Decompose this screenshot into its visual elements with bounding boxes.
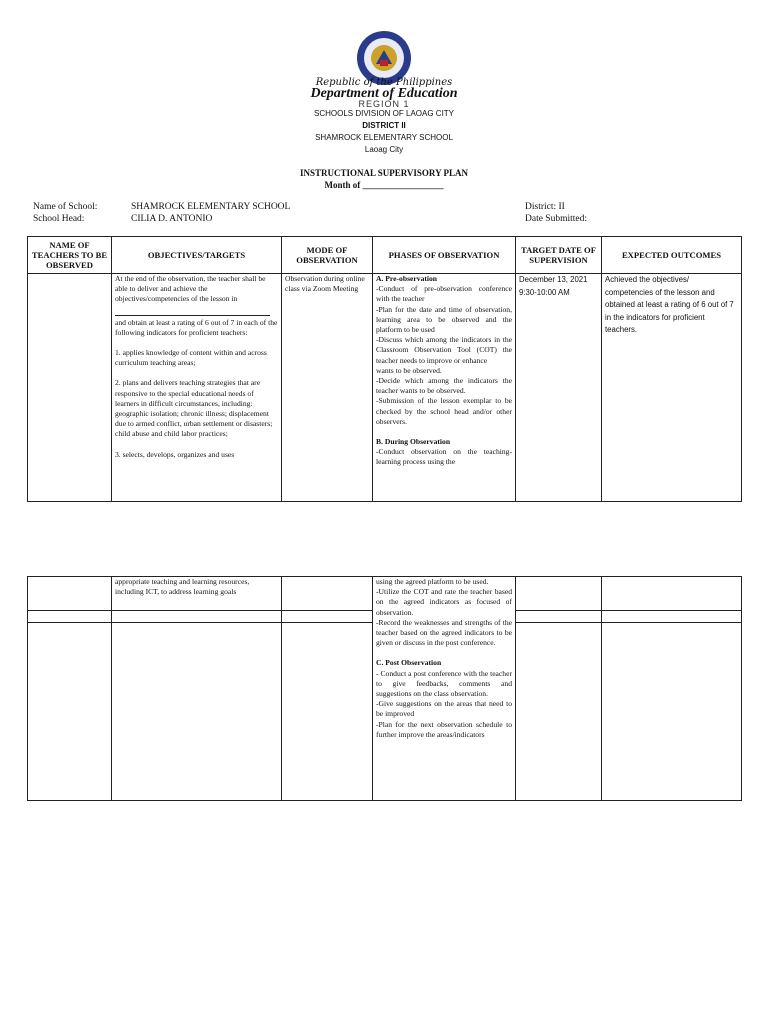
supervisory-plan-table-continued	[27, 576, 742, 801]
month-line: Month of __________________	[324, 180, 444, 190]
region-line: REGION 1	[358, 99, 410, 109]
phase-a-1: -Conduct of pre-observation conference with the teacher	[376, 284, 512, 304]
phases-cell	[373, 274, 516, 502]
objectives-intro: At the end of the observation, the teacher shall be able to deliver and achieve the objectives/competencies of the lesson in	[115, 274, 266, 304]
header-teachers: NAME OF TEACHERS TO BE OBSERVED	[28, 237, 112, 274]
phase-a-4: -Decide which among the indicators the teacher wants to be observed.	[376, 376, 512, 396]
phase-a-3b: wants to be observed.	[376, 365, 442, 375]
objective-item-3: 3. selects, develops, organizes and uses	[115, 449, 235, 459]
department-name: Department of Education	[310, 86, 458, 101]
lesson-blank-line	[115, 305, 270, 316]
district-field: District: II	[525, 202, 565, 212]
mode-text: Observation during online class via Zoom Meeting	[285, 274, 365, 294]
school-name-label: Name of School:	[33, 202, 98, 212]
objectives-cell	[112, 274, 282, 502]
school-name-value: SHAMROCK ELEMENTARY SCHOOL	[131, 202, 291, 212]
header-target-date: TARGET DATE OF SUPERVISION	[516, 237, 602, 274]
phase-a-3: -Discuss which among the indicators in the Classroom Observation Tool (COT) the teacher needs to improve or enhance	[376, 335, 512, 365]
phase-c-title: C. Post Observation	[376, 658, 442, 668]
school-head-label: School Head:	[33, 214, 85, 224]
phase-c-2: -Give suggestions on the areas that need to be improved	[376, 699, 512, 719]
mode-cell	[282, 274, 373, 502]
header-objectives: OBJECTIVES/TARGETS	[112, 237, 282, 274]
target-time: 9:30-10:00 AM	[519, 287, 570, 297]
header-outcomes: EXPECTED OUTCOMES	[602, 237, 742, 274]
republic-line: Republic of the Philippines	[315, 77, 453, 88]
phase-a-5: -Submission of the lesson exemplar to be checked by the school head and/or other observers.	[376, 396, 512, 426]
date-submitted-field: Date Submitted:	[525, 214, 588, 224]
phase-a-title: A. Pre-observation	[376, 274, 438, 283]
objective-item-1: 1. applies knowledge of content within and across curriculum teaching areas;	[115, 348, 267, 368]
phase-a-2: -Plan for the date and time of observation, learning area to be observed and the platform to be used	[376, 304, 512, 335]
outcomes-text: Achieved the objectives/ competencies of the lesson and obtained at least a rating of 6 out of 7 in the indicators for proficient teachers.	[605, 275, 734, 335]
target-date: December 13, 2021	[519, 275, 588, 284]
phase-c-1: - Conduct a post conference with the teacher to give feedbacks, comments and suggestions on the class observation.	[376, 668, 512, 699]
phase-b-1-continued: using the agreed platform to be used.	[376, 577, 489, 586]
city-line: Laoag City	[364, 145, 404, 154]
header-phases: PHASES OF OBSERVATION	[373, 237, 516, 274]
objective-item-2: 2. plans and delivers teaching strategies that are responsive to the special educational needs of learners in difficult circumstances, including: geographic isolation; chronic illness; displacement due to armed conflict, urban settlement or disasters; child abuse and child labor practices;	[115, 378, 273, 439]
school-head-value: CILIA D. ANTONIO	[131, 214, 213, 224]
phase-b-1: -Conduct observation on the teaching-learning process using the	[376, 447, 512, 467]
objectives-after: and obtain at least a rating of 6 out of 7 in each of the following indicators for proficient teachers:	[115, 317, 278, 337]
district-line: DISTRICT II	[362, 121, 406, 130]
division-line: SCHOOLS DIVISION OF LAOAG CITY	[313, 109, 455, 118]
target-date-cell	[516, 274, 602, 502]
phase-b-2: -Utilize the COT and rate the teacher based on the agreed indicators as focused of observation.	[376, 587, 512, 617]
plan-title: INSTRUCTIONAL SUPERVISORY PLAN	[299, 168, 469, 178]
phase-b-title: B. During Observation	[376, 437, 451, 447]
supervisory-plan-table	[27, 236, 742, 502]
phase-b-3: -Record the weaknesses and strengths of the teacher based on the agreed indicators to be given or discuss in the post conference.	[376, 617, 512, 648]
teacher-cell	[28, 274, 112, 502]
header-mode: MODE OF OBSERVATION	[282, 237, 373, 274]
outcomes-cell	[602, 274, 742, 502]
objectives-continued-cell	[112, 577, 282, 611]
objective-item-3-continued: appropriate teaching and learning resources, including ICT, to address learning goals	[115, 577, 250, 597]
phases-continued-cell	[373, 577, 516, 801]
school-line: SHAMROCK ELEMENTARY SCHOOL	[315, 133, 453, 142]
phase-c-3: -Plan for the next observation schedule to further improve the areas/indicators	[376, 719, 512, 739]
